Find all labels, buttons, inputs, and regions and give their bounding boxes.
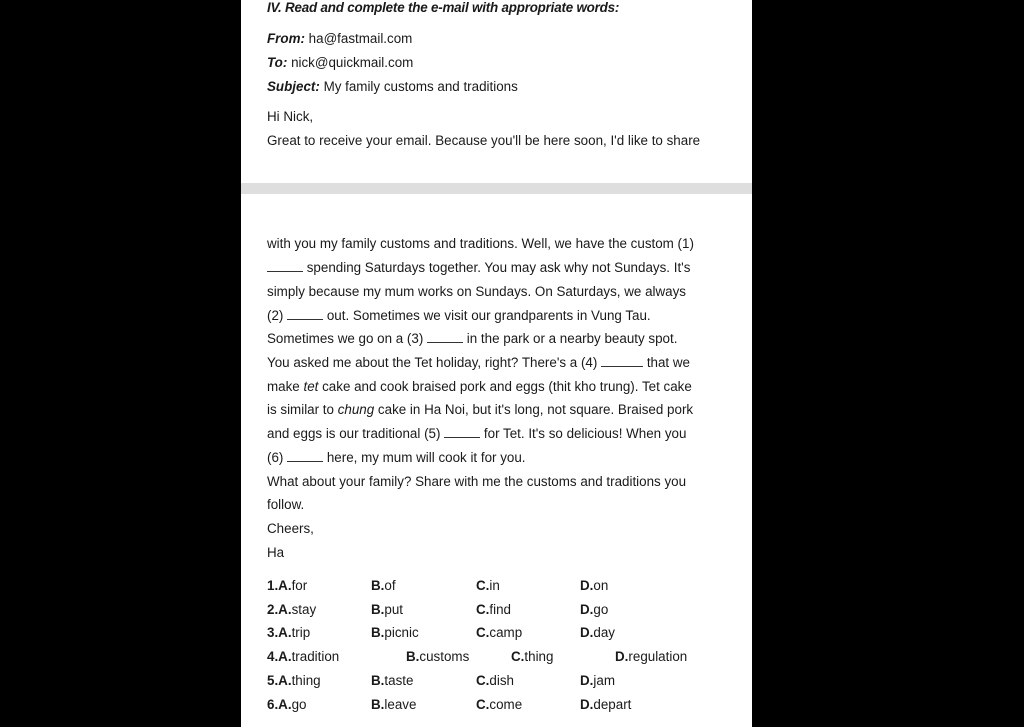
option-4-a xyxy=(267,649,339,665)
option-text: for xyxy=(291,578,308,593)
option-text: put xyxy=(384,602,404,617)
option-letter: A. xyxy=(278,578,292,593)
option-text: jam xyxy=(593,673,615,688)
option-letter: D. xyxy=(580,673,594,688)
body-line: make tet cake and cook braised pork and eggs (thit kho trung). Tet cake xyxy=(267,379,692,394)
option-6-d xyxy=(580,697,631,713)
to-line xyxy=(267,55,413,71)
from-label: From: xyxy=(267,31,305,46)
from-value: ha@fastmail.com xyxy=(308,31,413,46)
to-label: To: xyxy=(267,55,288,70)
option-3-c xyxy=(476,625,522,641)
option-4-b xyxy=(406,649,469,665)
intro-line: Great to receive your email. Because you'll be here soon, I'd like to share xyxy=(267,133,701,148)
option-6-c xyxy=(476,697,522,713)
option-letter: D. xyxy=(580,578,594,593)
option-text: picnic xyxy=(384,625,419,640)
option-text: thing xyxy=(291,673,321,688)
option-letter: A. xyxy=(278,673,292,688)
option-text: find xyxy=(489,602,511,617)
option-letter: D. xyxy=(580,602,594,617)
option-letter: D. xyxy=(615,649,629,664)
blank-4 xyxy=(601,356,643,367)
option-1-b xyxy=(371,578,396,594)
option-2-c xyxy=(476,602,511,618)
option-1-a xyxy=(267,578,307,594)
option-text: stay xyxy=(291,602,317,617)
signature: Ha xyxy=(267,545,285,560)
closing: Cheers, xyxy=(267,521,314,536)
option-4-d xyxy=(615,649,687,665)
page-bottom xyxy=(241,194,752,727)
option-text: depart xyxy=(593,697,632,712)
option-text: camp xyxy=(489,625,523,640)
option-letter: C. xyxy=(476,625,490,640)
question-number: 4. xyxy=(267,649,279,664)
option-letter: B. xyxy=(406,649,420,664)
option-letter: C. xyxy=(476,697,490,712)
body-line: Sometimes we go on a (3) in the park or a nearby beauty spot. xyxy=(267,331,678,346)
option-text: day xyxy=(593,625,615,640)
subject-line xyxy=(267,79,518,95)
body-line: (2) out. Sometimes we visit our grandparents in Vung Tau. xyxy=(267,308,651,323)
option-text: tradition xyxy=(291,649,340,664)
option-letter: B. xyxy=(371,602,385,617)
greeting: Hi Nick, xyxy=(267,109,314,124)
option-letter: D. xyxy=(580,697,594,712)
question-number: 6. xyxy=(267,697,279,712)
option-6-b xyxy=(371,697,416,713)
option-2-a xyxy=(267,602,316,618)
blank-5 xyxy=(444,427,480,438)
body-line: (6) here, my mum will cook it for you. xyxy=(267,450,526,465)
question-number: 5. xyxy=(267,673,279,688)
body-line: spending Saturdays together. You may ask why not Sundays. It's xyxy=(267,260,690,276)
option-5-b xyxy=(371,673,413,689)
page-break xyxy=(241,183,752,194)
option-text: customs xyxy=(419,649,470,664)
option-3-d xyxy=(580,625,615,641)
option-3-b xyxy=(371,625,419,641)
option-text: go xyxy=(291,697,307,712)
option-letter: A. xyxy=(278,602,292,617)
option-letter: C. xyxy=(476,578,490,593)
subject-value: My family customs and traditions xyxy=(323,79,518,94)
option-text: regulation xyxy=(628,649,688,664)
exercise-heading: IV. Read and complete the e-mail with appropriate words: xyxy=(267,0,620,15)
question-number: 3. xyxy=(267,625,279,640)
to-value: nick@quickmail.com xyxy=(291,55,414,70)
option-text: of xyxy=(384,578,396,593)
option-1-d xyxy=(580,578,608,594)
option-text: taste xyxy=(384,673,414,688)
option-letter: C. xyxy=(511,649,525,664)
question-number: 1. xyxy=(267,578,279,593)
option-2-b xyxy=(371,602,403,618)
option-3-a xyxy=(267,625,310,641)
page-top xyxy=(241,0,752,183)
option-letter: B. xyxy=(371,697,385,712)
option-text: dish xyxy=(489,673,514,688)
body-line: with you my family customs and traditions. Well, we have the custom (1) xyxy=(267,236,694,251)
option-text: come xyxy=(489,697,523,712)
option-letter: D. xyxy=(580,625,594,640)
option-6-a xyxy=(267,697,306,713)
option-letter: B. xyxy=(371,673,385,688)
option-text: on xyxy=(593,578,609,593)
option-4-c xyxy=(511,649,553,665)
option-5-d xyxy=(580,673,615,689)
option-2-d xyxy=(580,602,608,618)
option-1-c xyxy=(476,578,500,594)
option-text: trip xyxy=(291,625,311,640)
option-text: go xyxy=(593,602,609,617)
blank-2 xyxy=(287,309,323,320)
body-line: follow. xyxy=(267,497,305,512)
option-text: leave xyxy=(384,697,417,712)
option-letter: A. xyxy=(278,697,292,712)
option-letter: C. xyxy=(476,673,490,688)
blank-1 xyxy=(267,261,303,272)
body-line: is similar to chung cake in Ha Noi, but it's long, not square. Braised pork xyxy=(267,402,694,417)
subject-label: Subject: xyxy=(267,79,320,94)
option-5-a xyxy=(267,673,321,689)
option-text: thing xyxy=(524,649,554,664)
body-line: You asked me about the Tet holiday, right? There's a (4) that we xyxy=(267,355,690,370)
question-number: 2. xyxy=(267,602,279,617)
blank-3 xyxy=(427,332,463,343)
option-letter: B. xyxy=(371,578,385,593)
option-letter: C. xyxy=(476,602,490,617)
blank-6 xyxy=(287,451,323,462)
option-letter: A. xyxy=(278,649,292,664)
option-text: in xyxy=(489,578,500,593)
body-line: simply because my mum works on Sundays. On Saturdays, we always xyxy=(267,284,686,299)
option-letter: A. xyxy=(278,625,292,640)
option-5-c xyxy=(476,673,514,689)
body-line: What about your family? Share with me the customs and traditions you xyxy=(267,474,687,489)
option-letter: B. xyxy=(371,625,385,640)
from-line xyxy=(267,31,412,47)
body-line: and eggs is our traditional (5) for Tet. It's so delicious! When you xyxy=(267,426,687,441)
